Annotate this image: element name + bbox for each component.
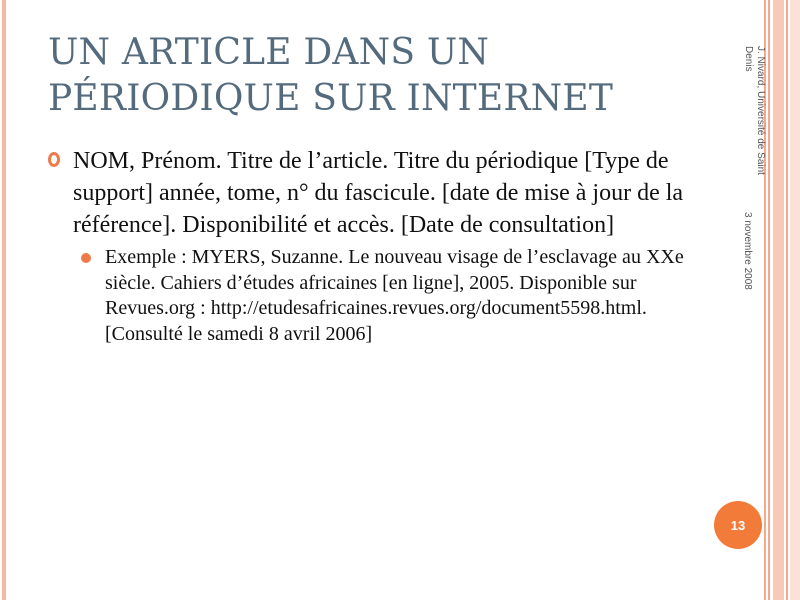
slide-body [48,145,698,347]
bullet-item [48,145,698,241]
dot-bullet-icon [81,253,91,263]
ring-bullet-icon [48,152,60,167]
sub-bullet-text: Exemple : MYERS, Suzanne. Le nouveau visage de l’esclavage au XXe siècle. Cahiers d’études africaines [en ligne], 2005. Disponible sur Revues.org : http://etudesafricaines.revues.org/document5598.html. [Consulté le samedi 8 avril 2006] [105,246,684,345]
date-footer: 3 novembre 2008 [742,212,753,290]
title-line-2: PÉRIODIQUE SUR INTERNET [48,78,614,119]
author-footer: J. Nivard, Université de Saint Denis [743,46,766,175]
right-stripe [786,0,788,600]
title-line-1: UN ARTICLE DANS UN [48,32,490,73]
right-stripe [768,0,770,600]
page-number-badge: 13 [714,501,762,549]
left-border-line [2,0,6,600]
sub-bullet-item [48,245,698,347]
slide-title [48,30,728,122]
right-stripe [790,0,800,600]
bullet-text: NOM, Prénom. Titre de l’article. Titre du périodique [Type de support] année, tome, n° du fascicule. [date de mise à jour de la référence]. Disponibilité et accès. [Date de consultation] [73,148,684,238]
right-stripe [773,0,784,600]
